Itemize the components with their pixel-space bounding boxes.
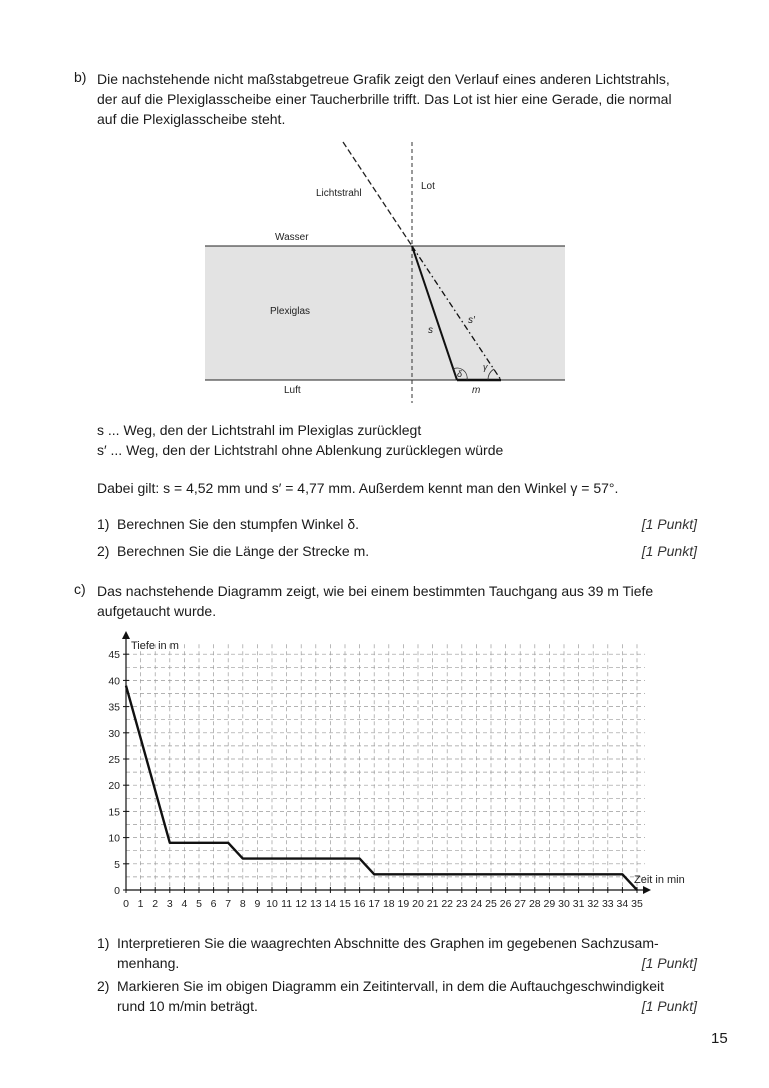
task-text: Berechnen Sie den stumpfen Winkel δ. (117, 516, 360, 532)
label-plexiglas: Plexiglas (270, 306, 311, 317)
x-tick-label: 17 (368, 898, 381, 910)
label-m: m (472, 385, 481, 396)
y-tick-label: 20 (108, 780, 120, 793)
y-tick-label: 15 (108, 806, 120, 819)
label-gamma: γ (483, 362, 488, 372)
part-c-intro-line: Das nachstehende Diagramm zeigt, wie bei einem bestimmten Tauchgang aus 39 m Tiefe (97, 583, 654, 599)
task-points: [1 Punkt] (641, 998, 697, 1014)
task-number: 2) (97, 978, 110, 994)
x-tick-label: 23 (455, 898, 468, 910)
depth-series-line (126, 686, 637, 890)
label-wasser: Wasser (275, 232, 309, 243)
x-tick-label: 35 (631, 898, 643, 910)
definitions (97, 420, 503, 460)
x-tick-label: 4 (181, 898, 188, 910)
label-s-prime: s′ (468, 315, 475, 326)
x-tick-label: 0 (123, 898, 129, 910)
part-c-intro-line: aufgetaucht wurde. (97, 603, 217, 619)
task-number: 2) (97, 543, 110, 559)
x-axis-arrow (643, 886, 651, 894)
x-tick-label: 27 (514, 898, 527, 910)
task-number: 1) (97, 935, 110, 951)
task-text-line: Markieren Sie im obigen Diagramm ein Zeitintervall, in dem die Auftauchgeschwindigkeit (117, 978, 665, 994)
x-axis-label: Zeit in min (634, 874, 685, 886)
task-text-line: menhang. (117, 955, 180, 971)
x-tick-label: 8 (239, 898, 246, 910)
given-values: Dabei gilt: s = 4,52 mm und s′ = 4,77 mm. Außerdem kennt man den Winkel γ = 57°. (97, 480, 619, 496)
x-tick-label: 18 (382, 898, 395, 910)
x-tick-label: 34 (616, 898, 629, 910)
task-text-line: rund 10 m/min beträgt. (117, 998, 258, 1014)
x-tick-label: 21 (426, 898, 439, 910)
task-number: 1) (97, 516, 110, 532)
y-tick-label: 5 (114, 858, 120, 871)
definition-s: s ... Weg, den der Lichtstrahl im Plexiglas zurücklegt (97, 422, 422, 438)
y-axis-label: Tiefe in m (131, 640, 179, 652)
x-tick-label: 16 (353, 898, 366, 910)
part-c-intro (97, 581, 653, 621)
page-number: 15 (711, 1030, 728, 1047)
x-tick-label: 33 (601, 898, 614, 910)
x-tick-label: 15 (339, 898, 351, 910)
part-c-task-1 (97, 933, 697, 973)
label-luft: Luft (284, 385, 301, 396)
x-tick-label: 28 (528, 898, 541, 910)
x-tick-label: 7 (225, 898, 232, 910)
x-tick-label: 14 (324, 898, 337, 910)
x-tick-label: 6 (210, 898, 217, 910)
chart-series (126, 686, 637, 890)
x-tick-label: 25 (485, 898, 497, 910)
part-b-intro-line: auf die Plexiglasscheibe steht. (97, 111, 286, 127)
y-tick-label: 30 (108, 727, 120, 740)
task-points: [1 Punkt] (641, 516, 697, 532)
task-text-line: Interpretieren Sie die waagrechten Abschnitte des Graphen im gegebenen Sachzusam- (117, 935, 659, 951)
label-lot: Lot (421, 181, 435, 192)
x-tick-label: 26 (499, 898, 512, 910)
y-axis-arrow (122, 631, 130, 639)
dive-depth-chart (0, 625, 769, 920)
chart-tick-labels (108, 649, 643, 910)
part-b-label: b) (74, 69, 87, 85)
x-tick-label: 2 (152, 898, 159, 910)
refraction-diagram (0, 0, 769, 420)
x-tick-label: 29 (543, 898, 556, 910)
x-tick-label: 30 (558, 898, 570, 910)
label-s: s (428, 325, 433, 336)
x-tick-label: 20 (412, 898, 424, 910)
x-tick-label: 1 (137, 898, 144, 910)
definition-s-prime: s′ ... Weg, den der Lichtstrahl ohne Ablenkung zurücklegen würde (97, 442, 504, 458)
y-tick-label: 35 (108, 701, 120, 714)
x-tick-label: 10 (266, 898, 278, 910)
plexiglass-layer (205, 246, 565, 380)
y-tick-label: 45 (108, 649, 120, 662)
label-delta: δ (457, 369, 463, 379)
part-c-task-2 (97, 976, 697, 1016)
x-tick-label: 32 (587, 898, 600, 910)
y-tick-label: 0 (114, 885, 120, 897)
x-tick-label: 24 (470, 898, 483, 910)
x-tick-label: 22 (441, 898, 454, 910)
x-tick-label: 19 (397, 898, 410, 910)
x-tick-label: 5 (196, 898, 202, 910)
y-tick-label: 25 (108, 754, 120, 766)
x-tick-label: 11 (281, 898, 293, 910)
x-tick-label: 12 (295, 898, 308, 910)
part-b-intro-line: der auf die Plexiglasscheibe einer Taucherbrille trifft. Das Lot ist hier eine Gerade, die normal (97, 91, 672, 107)
y-tick-label: 10 (108, 832, 120, 845)
task-text: Berechnen Sie die Länge der Strecke m. (117, 543, 370, 559)
x-tick-label: 13 (309, 898, 322, 910)
part-b-intro-line: Die nachstehende nicht maßstabgetreue Grafik zeigt den Verlauf eines anderen Lichtstrahls, (97, 71, 670, 87)
x-tick-label: 9 (254, 898, 261, 910)
task-points: [1 Punkt] (641, 543, 697, 559)
chart-grid (126, 644, 645, 890)
label-lichtstrahl: Lichtstrahl (316, 188, 362, 199)
x-tick-label: 3 (166, 898, 173, 910)
part-b-task-1 (97, 516, 697, 536)
chart-axes (122, 631, 651, 894)
part-c-label: c) (74, 581, 86, 597)
x-tick-label: 31 (572, 898, 585, 910)
part-b-task-2 (97, 543, 697, 563)
y-tick-label: 40 (108, 675, 120, 688)
task-points: [1 Punkt] (641, 955, 697, 971)
